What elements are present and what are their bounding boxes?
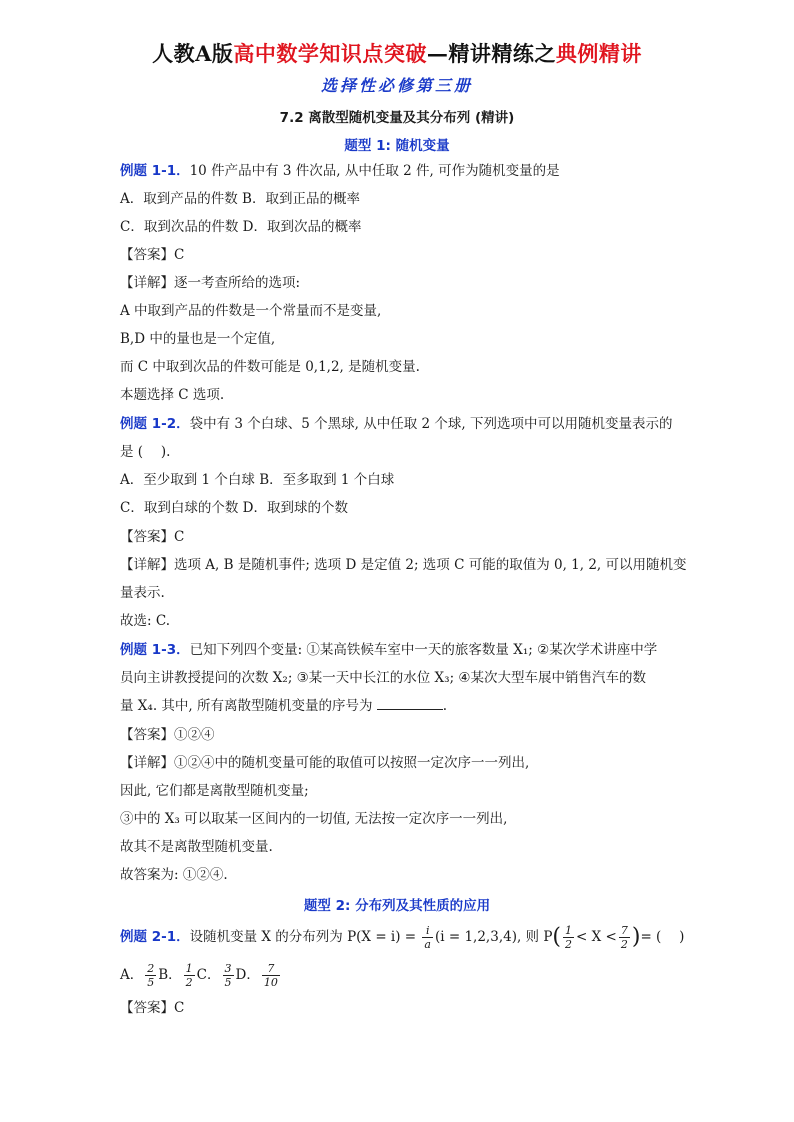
ex2-1-question: 例题 2-1．设随机变量 X 的分布列为 P(X = i) = $\frac{i}{a}$ (i = 1,2,3,4), 则 P( $\frac{1}{2}$ < X < $\frac{7}{2}$ )= ( ) [120, 924, 685, 951]
ex1-2-options-ab: A．至少取到 1 个白球 B．至多取到 1 个白球 [120, 472, 395, 488]
ex1-1-options-cd: C．取到次品的件数 D．取到次品的概率 [120, 219, 362, 235]
option-a-fraction: $\frac{2}{5}$ [147, 962, 155, 989]
ex1-3-detail-2: 因此, 它们都是离散型随机变量; [120, 783, 309, 799]
ex1-3-detail-3: ③中的 X₃ 可以取某一区间内的一切值, 无法按一定次序一一列出, [120, 811, 508, 827]
header-part1: 人教A版 [152, 41, 234, 66]
ex1-3-detail-5: 故答案为: ①②④. [120, 867, 228, 883]
ex1-1-answer: 【答案】C [120, 247, 185, 263]
option-c-fraction: $\frac{3}{5}$ [224, 962, 232, 989]
fraction-seven-halves: $\frac{7}{2}$ [620, 924, 628, 951]
fraction-i-over-a: $\frac{i}{a}$ [424, 924, 431, 951]
ex2-1-options: A． $\frac{2}{5}$ B． $\frac{1}{2}$ C． $\frac{3}{5}$ D． $\frac{7}{10}$ [120, 962, 278, 989]
ex1-3-question-2: 员向主讲教授提问的次数 X₂; ③某一天中长江的水位 X₃; ④某次大型车展中销售汽车的数 [120, 670, 647, 686]
ex1-3-question-3: 量 X₄. 其中, 所有离散型随机变量的序号为 . [120, 698, 448, 714]
ex2-1-answer: 【答案】C [120, 1000, 185, 1016]
option-d-fraction: $\frac{7}{10}$ [263, 962, 278, 989]
ex2-1-label: 例题 2-1． [120, 929, 190, 945]
ex1-1-detail-3: B,D 中的量也是一个定值, [120, 331, 276, 347]
ex1-3-label: 例题 1-3． [120, 642, 190, 658]
header-part2: 高中数学知识点突破 [233, 41, 427, 66]
ex1-3-detail-1: 【详解】①②④中的随机变量可能的取值可以按照一定次序一一列出, [120, 755, 530, 771]
header-part4: 典例精讲 [555, 41, 642, 66]
ex1-1-options-ab: A．取到产品的件数 B．取到正品的概率 [120, 191, 360, 207]
ex1-2-label: 例题 1-2． [120, 416, 190, 432]
ex1-1-detail-5: 本题选择 C 选项. [120, 387, 225, 403]
ex1-2-detail-1: 【详解】选项 A, B 是随机事件; 选项 D 是定值 2; 选项 C 可能的取值为 0, 1, 2, 可以用随机变 [120, 557, 687, 573]
ex1-2-detail-3: 故选: C. [120, 613, 170, 629]
ex1-2-options-cd: C．取到白球的个数 D．取到球的个数 [120, 500, 348, 516]
ex1-1-detail-2: A 中取到产品的件数是一个常量而不是变量, [120, 303, 382, 319]
ex1-3-question-1: 例题 1-3．已知下列四个变量: ①某高铁候车室中一天的旅客数量 X₁; ②某次学术讲座中学 [120, 642, 658, 658]
ex1-1-question: 例题 1-1．10 件产品中有 3 件次品, 从中任取 2 件, 可作为随机变量的是 [120, 163, 560, 179]
section-title: 7.2 离散型随机变量及其分布列 (精讲) [279, 110, 515, 126]
ex1-2-question-1: 例题 1-2．袋中有 3 个白球、5 个黑球, 从中任取 2 个球, 下列选项中可以用随机变量表示的 [120, 416, 673, 432]
ex1-2-question-2: 是 ( ). [120, 444, 171, 460]
header-subtitle: 选择性必修第三册 [320, 76, 473, 95]
type2-title: 题型 2: 分布列及其性质的应用 [303, 898, 491, 914]
type1-title: 题型 1: 随机变量 [344, 138, 450, 154]
ex1-1-label: 例题 1-1． [120, 163, 190, 179]
ex1-3-answer: 【答案】①②④ [120, 727, 215, 743]
ex1-3-detail-4: 故其不是离散型随机变量. [120, 839, 273, 855]
ex1-2-answer: 【答案】C [120, 529, 185, 545]
ex1-1-detail-1: 【详解】逐一考查所给的选项: [120, 275, 301, 291]
answer-blank [377, 697, 443, 710]
ex1-2-detail-2: 量表示. [120, 585, 165, 601]
document-header [0, 38, 794, 68]
option-b-fraction: $\frac{1}{2}$ [185, 962, 193, 989]
ex1-1-detail-4: 而 C 中取到次品的件数可能是 0,1,2, 是随机变量. [120, 359, 420, 375]
fraction-one-half: $\frac{1}{2}$ [565, 924, 573, 951]
header-part3: —精讲精练之 [426, 41, 556, 66]
